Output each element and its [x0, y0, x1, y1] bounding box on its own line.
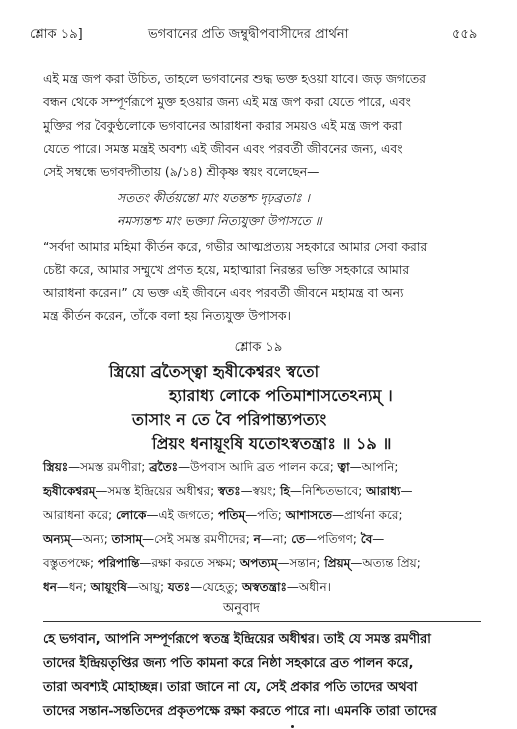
synonym-term: অপত্যম্ — [239, 556, 278, 570]
synonym-gloss: — — [400, 484, 413, 498]
synonym-term: হি — [280, 484, 290, 498]
quote-line: “সর্বদা আমার মহিমা কীর্তন করে, গভীর আত্মপ্রত্যয় সহকারে আমার সেবা করার — [43, 240, 428, 254]
synonym-term: পরিপান্তি — [97, 556, 140, 570]
synonym-term: আয়ূংষি — [90, 580, 127, 594]
synonym-term: ত্বা — [337, 460, 350, 474]
synonym-term: অস্বতন্ত্রাঃ — [241, 580, 287, 594]
synonym-gloss: —পতিগণ; — [305, 532, 361, 546]
synonym-term: স্বতঃ — [217, 484, 241, 498]
synonym-gloss: —রক্ষা করতে সক্ষম; — [139, 556, 240, 570]
synonym-term: ব্রতৈঃ — [149, 460, 179, 474]
synonym-gloss: —সন্তান; — [277, 556, 325, 570]
divider-line — [43, 621, 481, 622]
synonym-term: তাসাম্ — [111, 532, 143, 546]
translation-line: হে ভগবান, আপনি সম্পূর্ণরূপে স্বতন্ত্র ইন্দ্রিয়ের অধীশ্বর। তাই যে সমস্ত রমণীরা — [43, 632, 431, 647]
translation-line: তাদের ইন্দ্রিয়তৃপ্তির জন্য পতি কামনা করে নিষ্ঠা সহকারে ব্রত পালন করে, — [43, 656, 414, 671]
synonym-gloss: —ধন; — [56, 580, 91, 594]
synonym-term: ন — [253, 532, 261, 546]
synonym-gloss: —স্বয়ং; — [240, 484, 281, 498]
synonym-gloss: —অত্যন্ত প্রিয়; — [350, 556, 421, 570]
verse-title: শ্লোক ১৯ — [234, 340, 283, 355]
header-chapter-title: ভগবানের প্রতি জম্বুদ্বীপবাসীদের প্রার্থনা — [148, 27, 349, 42]
synonym-gloss: —আপনি; — [349, 460, 399, 474]
translation-heading: অনুবাদ — [223, 601, 260, 616]
synonym-term: প্রিয়ম্ — [324, 556, 351, 570]
synonym-gloss: —সমস্ত রমণীরা; — [68, 460, 150, 474]
synonym-line — [43, 555, 421, 575]
synonym-term: আশাসতে — [285, 508, 332, 522]
synonym-gloss: —প্রার্থনা করে; — [331, 508, 403, 522]
sanskrit-line: তাসাং ন তে বৈ পরিপান্ত্যপত্যং — [132, 410, 327, 429]
synonym-term: স্ত্রিয়ঃ — [43, 460, 69, 474]
synonym-gloss: —আয়ু; — [126, 580, 168, 594]
synonym-line — [43, 483, 412, 503]
quote-line: চেষ্টা করে, আমার সম্মুখে প্রণত হয়ে, মহাত্মারা নিরন্তর ভক্তি সহকারে আমার — [43, 263, 410, 277]
gita-verse-line: সততং কীর্তয়ন্তো মাং যতন্তশ্চ দৃঢ়ব্রতাঃ । — [117, 191, 310, 205]
synonym-gloss: বস্তুতপক্ষে; — [43, 556, 98, 570]
synonym-gloss: —সমস্ত ইন্দ্রিয়ের অধীশ্বর; — [95, 484, 218, 498]
synonym-gloss: — — [372, 532, 385, 546]
translation-line: তারা অবশ্যই মোহাচ্ছন্ন। তারা জানে না যে, সেই প্রকার পতি তাদের অথবা — [43, 680, 418, 695]
synonym-term: যতঃ — [167, 580, 191, 594]
synonym-gloss: —যেহেতু; — [190, 580, 242, 594]
synonym-gloss: আরাধনা করে; — [43, 508, 116, 522]
synonym-gloss: —এই জগতে; — [146, 508, 218, 522]
header-verse-number: শ্লোক ১৯] — [30, 27, 83, 42]
synonym-gloss: —উপবাস আদি ব্রত পালন করে; — [178, 460, 338, 474]
synonym-term: লোকে — [115, 508, 147, 522]
footer-mark — [291, 725, 294, 728]
synonym-line — [43, 507, 403, 527]
synonym-term: ধন — [43, 580, 57, 594]
gita-verse-line: নমস্যন্তশ্চ মাং ভক্ত্যা নিত্যযুক্তা উপাসতে ॥ — [117, 214, 322, 228]
sanskrit-line: প্রিয়ং ধনায়ূংষি যতোঽস্বতন্ত্রাঃ ॥ ১৯ ॥ — [152, 434, 392, 453]
synonym-gloss: —না; — [260, 532, 292, 546]
sanskrit-line: হ্যারাধ্য লোকে পতিমাশাসতেঽন্যম্ । — [169, 386, 393, 405]
synonym-term: আরাধ্য — [366, 484, 401, 498]
synonym-gloss: —পতি; — [245, 508, 286, 522]
synonym-gloss: —অধীন। — [286, 580, 331, 594]
purport-line: যেতে পারে। সমস্ত মন্ত্রই অবশ্য এই জীবন এবং পরবর্তী জীবনের জন্য, এবং — [43, 142, 403, 156]
purport-line: সেই সম্বন্ধে ভগবদ্গীতায় (৯/১৪) শ্রীকৃষ্ণ স্বয়ং বলেছেন— — [43, 165, 320, 179]
synonym-gloss: —নিশ্চিতভাবে; — [289, 484, 367, 498]
translation-line: তাদের সন্তান-সন্ততিদের প্রকৃতপক্ষে রক্ষা করতে পারে না। এমনকি তারা তাদের — [43, 704, 437, 719]
synonym-term: বৈ — [360, 532, 373, 546]
synonym-term: তে — [291, 532, 306, 546]
quote-line: মন্ত্র কীর্তন করেন, তাঁকে বলা হয় নিত্যযুক্ত উপাসক। — [43, 309, 291, 323]
sanskrit-line: স্ত্রিয়ো ব্রতৈস্ত্বা হৃষীকেশ্বরং স্বতো — [109, 362, 320, 381]
synonym-line — [43, 459, 398, 479]
purport-line: এই মন্ত্র জপ করা উচিত, তাহলে ভগবানের শুদ্ধ ভক্ত হওয়া যাবে। জড় জগতের — [43, 72, 426, 86]
synonym-term: অন্যম্ — [43, 532, 71, 546]
page-number: ৫৫৯ — [452, 27, 478, 42]
synonym-gloss: —সেই সমস্ত রমণীদের; — [142, 532, 254, 546]
purport-line: বন্ধন থেকে সম্পূর্ণরূপে মুক্ত হওয়ার জন্য এই মন্ত্র জপ করা যেতে পারে, এবং — [43, 95, 411, 109]
synonym-line — [43, 531, 384, 551]
synonym-gloss: —অন্য; — [70, 532, 112, 546]
synonym-term: হৃষীকেশ্বরম্ — [43, 484, 96, 498]
quote-line: আরাধনা করেন।” যে ভক্ত এই জীবনে এবং পরবর্তী জীবনে মহামন্ত্র বা অন্য — [43, 286, 404, 300]
purport-line: মুক্তির পর বৈকুণ্ঠলোকে ভগবানের আরাধনা করার সময়ও এই মন্ত্র জপ করা — [43, 119, 402, 133]
synonym-line — [43, 579, 331, 599]
synonym-term: পতিম্ — [217, 508, 246, 522]
